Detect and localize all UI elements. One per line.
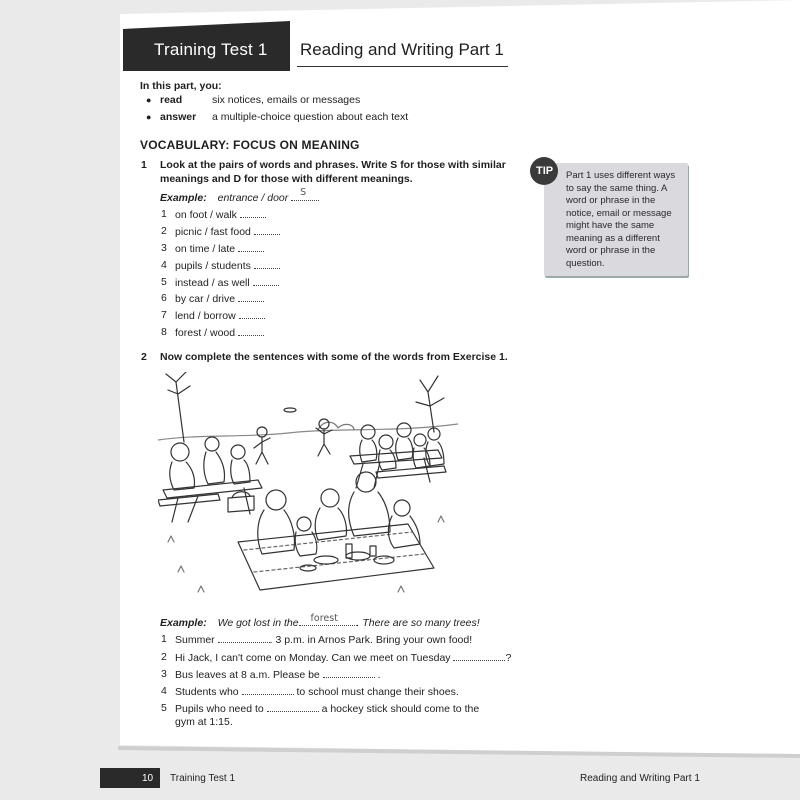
bullet-dot: ● (146, 112, 152, 122)
tree-right (416, 376, 444, 432)
tip-text: Part 1 uses different ways to say the same thing. A word or phrase in the notice, email or message might have the same meaning as a different word or phrase in the question. (566, 170, 676, 269)
header-subtitle: Reading and Writing Part 1 (300, 40, 504, 59)
answer-blank[interactable] (254, 225, 280, 235)
picnic-illustration (158, 372, 458, 602)
answer-blank[interactable] (238, 326, 264, 336)
ex1-item-text: instead / as well (175, 277, 250, 289)
ex2-item-after: ? (505, 652, 512, 664)
answer-blank[interactable] (238, 242, 264, 252)
ex2-item (175, 651, 511, 664)
ex1-item-text: forest / wood (175, 327, 236, 339)
bullet-dot: ● (146, 95, 152, 105)
ex1-item-number: 2 (161, 225, 167, 237)
intro-verb-read: read (160, 94, 183, 106)
ex2-item-number: 5 (161, 702, 167, 714)
answer-blank[interactable] (218, 633, 270, 643)
answer-blank[interactable] (239, 309, 265, 319)
ex2-item-after: . 3 p.m. in Arnos Park. Bring your own food! (269, 634, 473, 646)
ex1-item-number: 7 (161, 309, 167, 321)
ex1-item-number: 3 (161, 242, 167, 254)
ex2-item-number: 1 (161, 633, 167, 645)
ex1-item-text: by car / drive (175, 293, 236, 305)
intro-text-read: six notices, emails or messages (212, 94, 361, 106)
answer-blank[interactable] (240, 208, 266, 218)
intro-text-answer: a multiple-choice question about each text (212, 111, 409, 123)
tip-label: TIP (536, 165, 554, 177)
example-label: Example: (160, 192, 207, 204)
example-before: We got lost in the (217, 617, 299, 629)
exercise-1-example (160, 187, 319, 204)
footer-left-title: Training Test 1 (170, 773, 236, 784)
header-underline (297, 66, 508, 67)
ex1-item-number: 4 (161, 259, 167, 271)
ex1-item (175, 276, 279, 289)
answer-blank[interactable] (238, 292, 264, 302)
answer-blank[interactable] (267, 702, 319, 712)
exercise-1-number: 1 (141, 159, 147, 171)
exercise-1-instruction-line1: Look at the pairs of words and phrases. Write S for those with similar (160, 159, 506, 171)
ex2-item (175, 668, 381, 681)
ex2-item-number: 3 (161, 668, 167, 680)
footer-page-number: 10 (142, 773, 154, 784)
exercise-2-number: 2 (141, 351, 147, 363)
ex1-item-number: 5 (161, 276, 167, 288)
header-title: Training Test 1 (154, 40, 268, 59)
ex2-item (175, 702, 479, 715)
example-answer: forest (310, 613, 338, 624)
ex1-item (175, 309, 265, 322)
ex2-item-before: Bus leaves at 8 a.m. Please be (175, 669, 320, 681)
example-answer-blank (299, 613, 357, 626)
vocab-heading: VOCABULARY: FOCUS ON MEANING (140, 138, 360, 152)
ex1-item (175, 259, 280, 272)
answer-blank[interactable] (253, 276, 279, 286)
ex2-item-before: Hi Jack, I can't come on Monday. Can we meet on Tuesday (175, 652, 451, 664)
example-after: . There are so many trees! (356, 617, 480, 629)
ex1-item-text: pupils / students (175, 260, 251, 272)
ex1-item (175, 242, 264, 255)
intro-verb-answer: answer (160, 111, 197, 123)
ex2-item-number: 2 (161, 651, 167, 663)
ex1-item-number: 8 (161, 326, 167, 338)
ex2-item-after: . (377, 669, 381, 681)
answer-blank[interactable] (242, 685, 294, 695)
ex2-item-after: to school must change their shoes. (296, 686, 459, 698)
ex2-item-before: Summer (175, 634, 215, 646)
ex1-item-number: 1 (161, 208, 167, 220)
ex2-item-before: Students who (175, 686, 239, 698)
ex1-item-number: 6 (161, 292, 167, 304)
answer-blank[interactable] (323, 668, 375, 678)
answer-blank[interactable] (453, 651, 505, 661)
ex1-item-text: on foot / walk (175, 209, 237, 221)
answer-blank[interactable] (254, 259, 280, 269)
footer-right-title: Reading and Writing Part 1 (580, 773, 700, 784)
ex1-item-text: picnic / fast food (175, 226, 251, 238)
tree-left (166, 372, 190, 442)
ex1-item-text: lend / borrow (175, 310, 236, 322)
ex1-item (175, 208, 266, 221)
example-answer-blank (291, 187, 319, 201)
ex1-item (175, 326, 264, 339)
ex1-item-text: on time / late (175, 243, 236, 255)
ex2-item (175, 685, 459, 698)
picnic-blanket (238, 524, 434, 590)
exercise-2-instruction: Now complete the sentences with some of the words from Exercise 1. (160, 351, 508, 363)
ex2-item-after: a hockey stick should come to the (321, 703, 480, 715)
ex2-item (175, 633, 472, 646)
example-text: entrance / door (217, 192, 289, 204)
intro-lead: In this part, you: (140, 80, 222, 92)
example-label: Example: (160, 617, 207, 629)
ex2-item-continuation: gym at 1:15. (175, 716, 233, 728)
ex2-item-number: 4 (161, 685, 167, 697)
exercise-2-example (160, 613, 480, 629)
ex1-item (175, 225, 280, 238)
exercise-1-instruction-line2: meanings and D for those with different meanings. (160, 173, 413, 185)
ex1-item (175, 292, 264, 305)
example-answer: S (300, 187, 307, 198)
ex2-item-before: Pupils who need to (175, 703, 264, 715)
